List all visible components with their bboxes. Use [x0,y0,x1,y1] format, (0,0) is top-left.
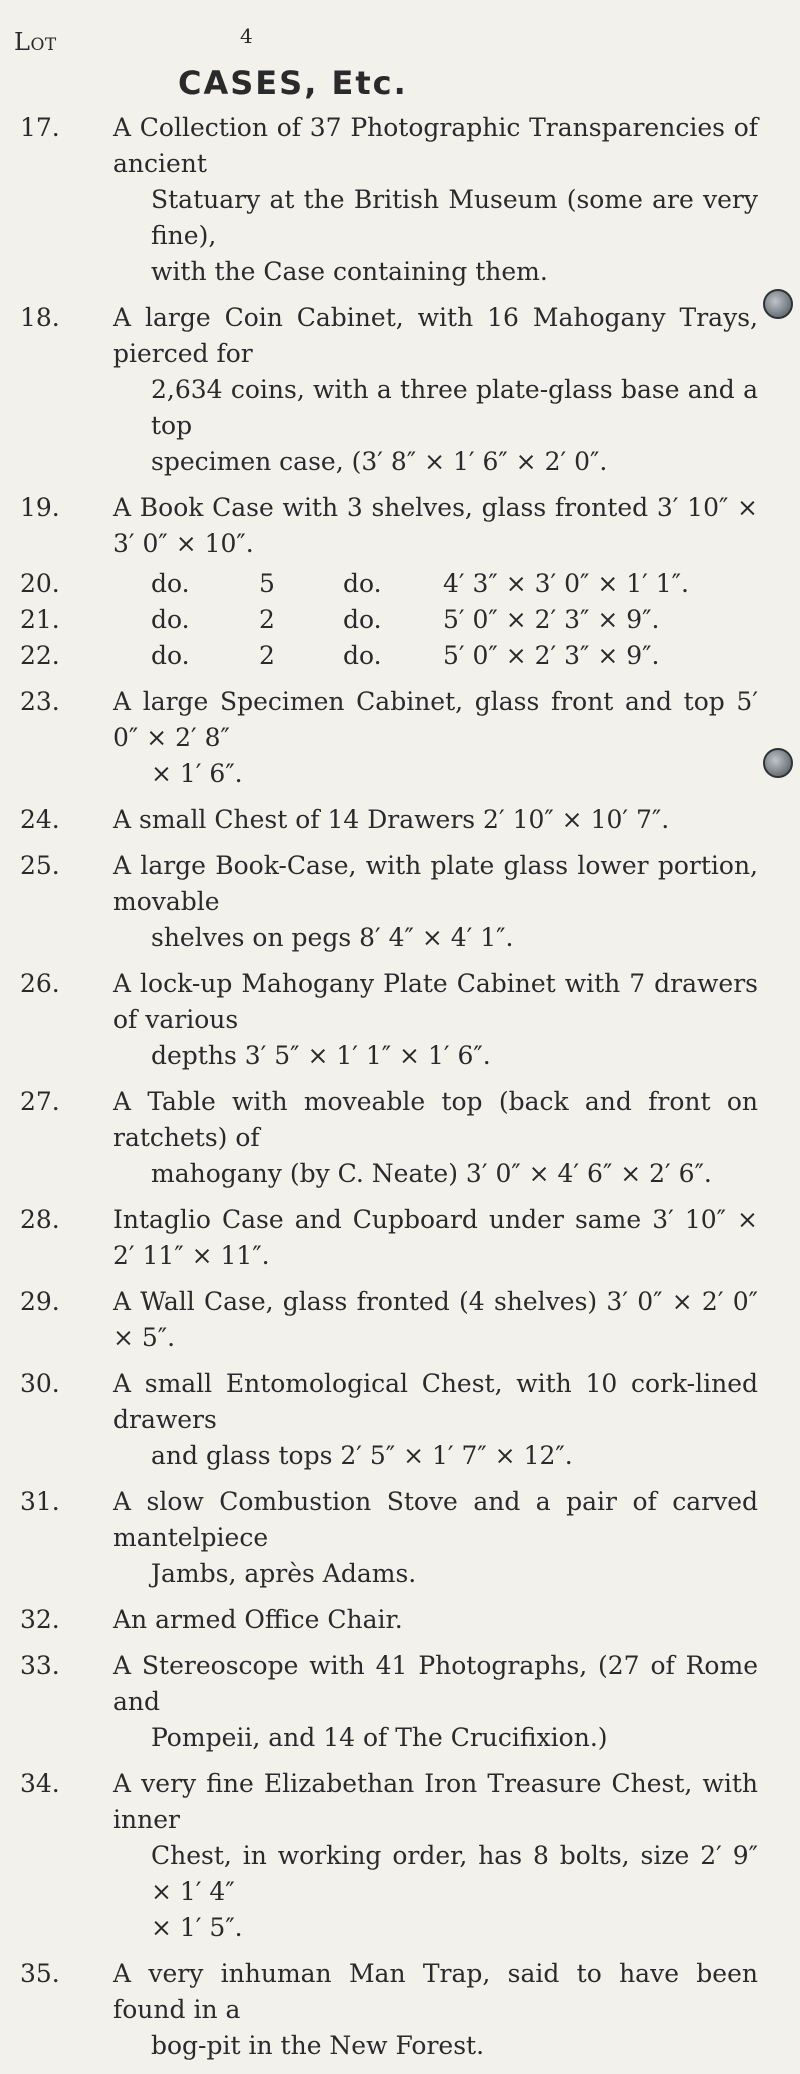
page-number: 4 [240,24,253,48]
lot-entry-ditto [0,566,800,602]
lot-line: A Book Case with 3 shelves, glass fronted 3′ 10″ × 3′ 0″ × 10″. [113,493,758,558]
lot-line: An armed Office Chair. [113,1605,403,1634]
lot-line: A very inhuman Man Trap, said to have been found in a [113,1959,758,2024]
lot-entry-ditto [0,602,800,638]
lot-number: 32. [20,1605,60,1634]
lot-entry [0,1766,800,1946]
lot-description [113,110,758,290]
lot-line: mahogany (by C. Neate) 3′ 0″ × 4′ 6″ × 2′ 6″. [151,1159,712,1188]
dimensions: 4′ 3″ × 3′ 0″ × 1′ 1″. [443,569,689,598]
lot-line: A lock-up Mahogany Plate Cabinet with 7 drawers of various [113,969,758,1034]
ditto-row [113,602,773,638]
binding-hole-icon [763,289,793,319]
ditto-mark: do. [151,605,190,634]
lot-description [113,1084,758,1192]
lot-list [0,110,800,2074]
lot-number: 21. [20,605,60,634]
lot-entry [0,848,800,956]
lot-description [113,966,758,1074]
lot-entry [0,110,800,290]
lot-entry [0,1648,800,1756]
ditto-mark: do. [343,569,382,598]
lot-number: 30. [20,1369,60,1398]
lot-entry [0,490,800,562]
lot-number: 33. [20,1651,60,1680]
lot-entry [0,684,800,792]
section-title: CASES, Etc. [178,64,408,102]
lot-description [113,490,758,562]
lot-description [113,802,758,838]
lot-line: specimen case, (3′ 8″ × 1′ 6″ × 2′ 0″. [151,447,608,476]
lot-line: 2,634 coins, with a three plate-glass base and a top [151,375,758,440]
lot-description [113,1648,758,1756]
lot-line: Jambs, après Adams. [151,1559,417,1588]
lot-line: × 1′ 5″. [151,1913,243,1942]
lot-line: A very fine Elizabethan Iron Treasure Chest, with inner [113,1769,758,1834]
lot-number: 19. [20,493,60,522]
lot-description [113,300,758,480]
lot-entry [0,1284,800,1356]
lot-line: A large Specimen Cabinet, glass front and top 5′ 0″ × 2′ 8″ [113,687,758,752]
lot-line: A Table with moveable top (back and front on ratchets) of [113,1087,758,1152]
lot-line: Intaglio Case and Cupboard under same 3′ 10″ × 2′ 11″ × 11″. [113,1205,758,1270]
lot-number: 26. [20,969,60,998]
lot-description [113,1366,758,1474]
lot-entry [0,300,800,480]
lot-description [113,684,758,792]
lot-number: 18. [20,303,60,332]
lot-line: A Stereoscope with 41 Photographs, (27 of Rome and [113,1651,758,1716]
lot-column-header: Lot [14,28,57,56]
lot-line: A small Chest of 14 Drawers 2′ 10″ × 10′ 7″. [113,805,670,834]
lot-line: shelves on pegs 8′ 4″ × 4′ 1″. [151,923,514,952]
lot-entry [0,1084,800,1192]
lot-line: A large Book-Case, with plate glass lower portion, movable [113,851,758,916]
lot-number: 20. [20,569,60,598]
lot-line: Statuary at the British Museum (some are very fine), [151,185,758,250]
lot-entry [0,966,800,1074]
lot-line: depths 3′ 5″ × 1′ 1″ × 1′ 6″. [151,1041,491,1070]
lot-number: 22. [20,641,60,670]
lot-line: × 1′ 6″. [151,759,243,788]
dimensions: 5′ 0″ × 2′ 3″ × 9″. [443,605,660,634]
shelf-count: 5 [259,569,275,598]
lot-line: A small Entomological Chest, with 10 cork-lined drawers [113,1369,758,1434]
lot-description [113,1956,758,2064]
ditto-row [113,566,773,602]
lot-entry [0,1602,800,1638]
ditto-mark: do. [343,605,382,634]
lot-description [113,1484,758,1592]
lot-line: and glass tops 2′ 5″ × 1′ 7″ × 12″. [151,1441,573,1470]
lot-line: A Wall Case, glass fronted (4 shelves) 3′ 0″ × 2′ 0″ × 5″. [113,1287,758,1352]
lot-number: 23. [20,687,60,716]
lot-description [113,1284,758,1356]
ditto-mark: do. [151,641,190,670]
lot-description [113,1766,758,1946]
lot-line: A slow Combustion Stove and a pair of carved mantelpiece [113,1487,758,1552]
lot-line: A Collection of 37 Photographic Transparencies of ancient [113,113,758,178]
lot-line: A large Coin Cabinet, with 16 Mahogany Trays, pierced for [113,303,758,368]
lot-entry [0,802,800,838]
ditto-mark: do. [343,641,382,670]
lot-number: 35. [20,1959,60,1988]
ditto-row [113,638,773,674]
lot-line: bog-pit in the New Forest. [151,2031,485,2060]
lot-description [113,848,758,956]
ditto-mark: do. [151,569,190,598]
shelf-count: 2 [259,641,275,670]
dimensions: 5′ 0″ × 2′ 3″ × 9″. [443,641,660,670]
lot-line: Chest, in working order, has 8 bolts, size 2′ 9″ × 1′ 4″ [151,1841,758,1906]
lot-number: 28. [20,1205,60,1234]
lot-number: 27. [20,1087,60,1116]
lot-number: 34. [20,1769,60,1798]
lot-entry [0,1366,800,1474]
lot-number: 25. [20,851,60,880]
lot-number: 17. [20,113,60,142]
lot-entry [0,1484,800,1592]
lot-line: Pompeii, and 14 of The Crucifixion.) [151,1723,608,1752]
lot-entry [0,1956,800,2064]
lot-number: 29. [20,1287,60,1316]
lot-entry [0,1202,800,1274]
lot-line: with the Case containing them. [151,257,548,286]
lot-description [113,1602,758,1638]
lot-entry-ditto [0,638,800,674]
lot-number: 31. [20,1487,60,1516]
lot-description [113,1202,758,1274]
binding-hole-icon [763,748,793,778]
lot-number: 24. [20,805,60,834]
shelf-count: 2 [259,605,275,634]
